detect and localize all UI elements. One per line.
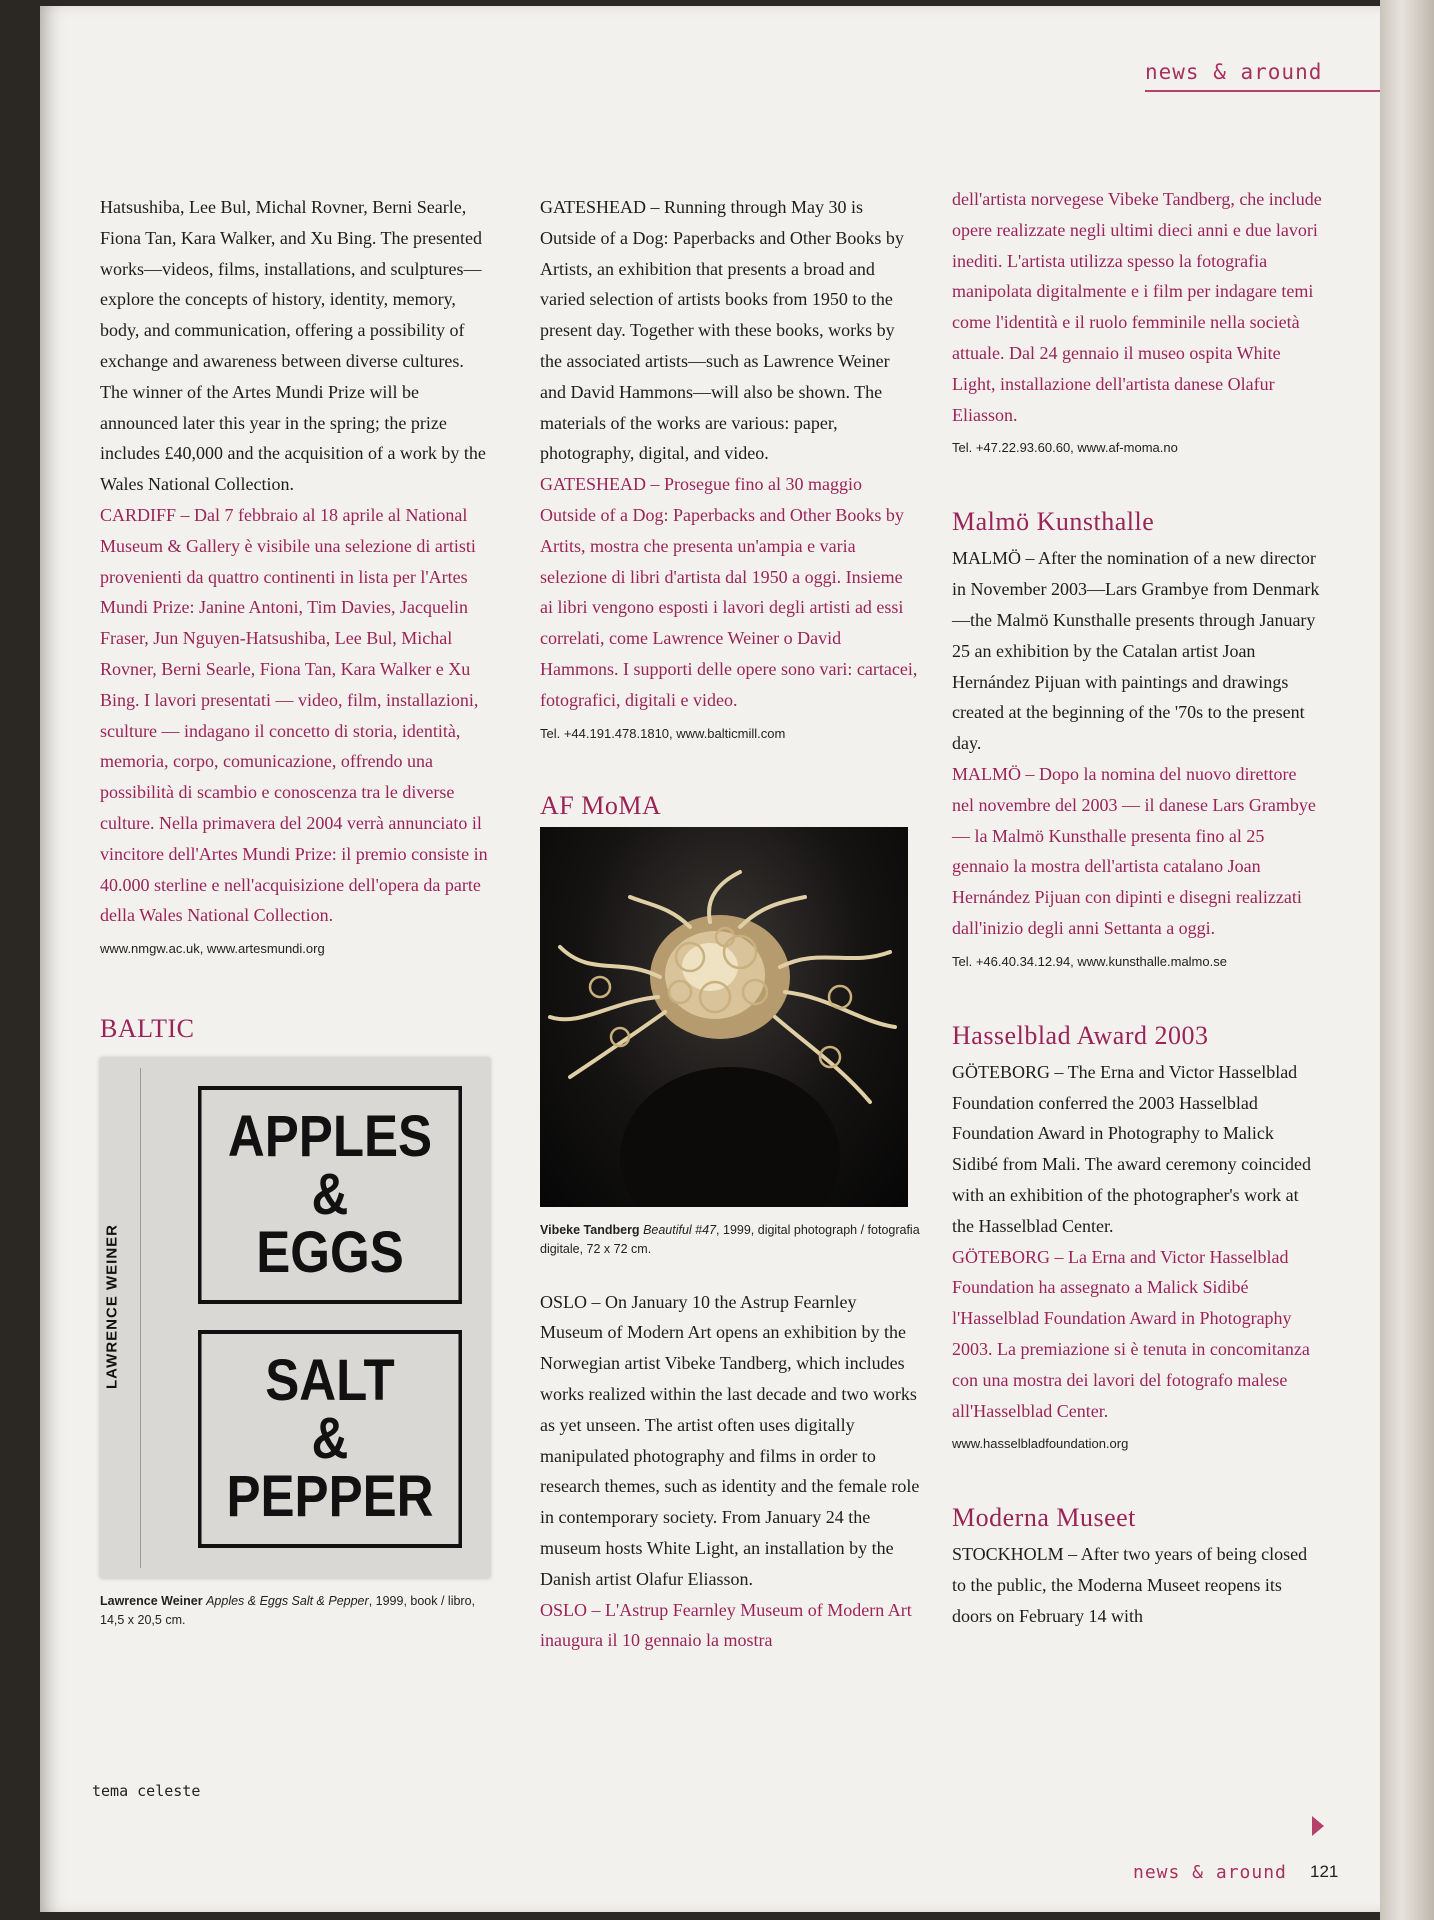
caption-title: Beautiful #47 (643, 1222, 717, 1237)
book-title-box-1 (198, 1086, 462, 1304)
caption-artist: Lawrence Weiner (100, 1594, 203, 1609)
hasselblad-web[interactable]: www.hasselbladfoundation.org (952, 1436, 1129, 1452)
caption-details: , 1999, book / libro, 14,5 x 20,5 cm. (100, 1594, 476, 1628)
column-2 (540, 192, 920, 1656)
book-caption (100, 1592, 490, 1630)
oslo-text-it-cont: dell'artista norvegese Vibeke Tandberg, che include opere realizzate negli ultimi dieci anni e due lavori inediti. L'artista utilizza spesso la fotografia manipolata digitalmente e i film per indagare temi come l'identità e il ruolo femminile nella società attuale. Dal 24 gennaio il museo ospita White Light, installazione dell'artista danese Olafur Eliasson. (952, 189, 1322, 425)
caption-details: , 1999, digital photograph / fotografia digitale, 72 x 72 cm. (540, 1222, 920, 1256)
gateshead-text-en: GATESHEAD – Running through May 30 is Outside of a Dog: Paperbacks and Other Books by Artists, an exhibition that presents a broad and varied selection of artists books from 1950 to the present day. Together with these books, works by the associated artists—such as Lawrence Weiner and David Hammons—will also be shown. The materials of the works are various: paper, photography, digital, and video. (540, 197, 904, 464)
continue-arrow-icon (1312, 1816, 1324, 1836)
book-title-line: SALT (265, 1348, 395, 1414)
column-1 (100, 192, 490, 1630)
baltic-heading: BALTIC (100, 1014, 195, 1044)
page-number: 121 (1310, 1862, 1339, 1881)
book-title-line: APPLES (227, 1104, 433, 1170)
book-title-line: PEPPER (226, 1464, 434, 1530)
caption-title: Apples & Eggs Salt & Pepper (206, 1594, 369, 1609)
malmo-text-en: MALMÖ – After the nomination of a new director in November 2003—Lars Grambye from Denmark—the Malmö Kunsthalle presents through January 25 an exhibition by the Catalan artist Joan Hernández Pijuan with paintings and drawings created at the beginning of the '70s to the present day. (952, 548, 1320, 754)
book-title-line: & (311, 1406, 349, 1472)
gateshead-text-it: GATESHEAD – Prosegue fino al 30 maggio Outside of a Dog: Paperbacks and Other Books by Artits, mostra che presenta un'ampia e varia selezione di libri d'artista dal 1950 a oggi. Insieme ai libri vengono esposti i lavori degli artisti ad essi correlati, come Lawrence Weiner o David Hammons. I supporti delle opere sono vari: cartacei, fotografici, digitali e video. (540, 474, 918, 710)
book-spine-text: LAWRENCE WEINER (103, 1224, 121, 1390)
artes-mundi-web[interactable]: www.nmgw.ac.uk, www.artesmundi.org (100, 941, 325, 957)
malmo-tel[interactable]: Tel. +46.40.34.12.94, www.kunsthalle.malmo.se (952, 953, 1227, 969)
book-cover-image (100, 1058, 490, 1578)
malmo-heading: Malmö Kunsthalle (952, 507, 1155, 537)
moderna-text-en: STOCKHOLM – After two years of being closed to the public, the Moderna Museet reopens its doors on February 14 with (952, 1544, 1308, 1626)
footer-section: news & around (1133, 1862, 1287, 1883)
malmo-text-it: MALMÖ – Dopo la nomina del nuovo direttore nel novembre del 2003 — il danese Lars Grambye — la Malmö Kunsthalle presenta fino al 25 gennaio la mostra dell'artista catalano Joan Hernández Pijuan con dipinti e disegni realizzati dall'inizio degli anni Settanta a oggi. (952, 763, 1316, 938)
magazine-name: tema celeste (92, 1782, 201, 1800)
artes-mundi-text-en: Hatsushiba, Lee Bul, Michal Rovner, Berni Searle, Fiona Tan, Kara Walker, and Xu Bing. The presented works—videos, films, installations, and sculptures—explore the concepts of history, identity, memory, body, and communication, offering a possibility of exchange and awareness between diverse cultures. The winner of the Artes Mundi Prize will be announced later this year in the spring; the prize includes £40,000 and the acquisition of a work by the Wales National Collection. (100, 197, 486, 495)
artes-mundi-text-it: CARDIFF – Dal 7 febbraio al 18 aprile al National Museum & Gallery è visibile una selezione di artisti provenienti da quattro continenti in lista per l'Artes Mundi Prize: Janine Antoni, Tim Davies, Jacquelin Fraser, Jun Nguyen-Hatsushiba, Lee Bul, Michal Rovner, Berni Searle, Fiona Tan, Kara Walker e Xu Bing. I lavori presentati — video, film, installazioni, sculture — indagano il concetto di storia, identità, memoria, corpo, comunicazione, offrendo una possibilità di scambio e conoscenza tra le diverse culture. Nella primavera del 2004 verrà annunciato il vincitore dell'Artes Mundi Prize: il premio consiste in 40.000 sterline e nell'acquisizione dell'opera da parte della Wales National Collection. (100, 504, 488, 926)
hasselblad-heading: Hasselblad Award 2003 (952, 1020, 1209, 1050)
section-header: news & around (1145, 60, 1323, 84)
next-page-edge (1380, 0, 1434, 1920)
moderna-heading: Moderna Museet (952, 1503, 1136, 1533)
blonde-hair-image (540, 827, 908, 1207)
hasselblad-text-en: GÖTEBORG – The Erna and Victor Hasselblad Foundation conferred the 2003 Hasselblad Foundation Award in Photography to Malick Sidibé from Mali. The award ceremony coincided with an exhibition of the photographer's work at the Hasselblad Center. (952, 1061, 1312, 1236)
afmoma-tel[interactable]: Tel. +47.22.93.60.60, www.af-moma.no (952, 440, 1178, 456)
oslo-text-it: OSLO – L'Astrup Fearnley Museum of Modern Art inaugura il 10 gennaio la mostra (540, 1599, 912, 1651)
book-title-line: & (311, 1162, 349, 1228)
book-title-box-2 (198, 1330, 462, 1548)
photo-caption (540, 1221, 920, 1259)
oslo-text-en: OSLO – On January 10 the Astrup Fearnley Museum of Modern Art opens an exhibition by the Norwegian artist Vibeke Tandberg, which includes works realized within the last decade and two works as yet unseen. The artist often uses digitally manipulated photography and films in order to research themes, such as identity and the female role in contemporary society. From January 24 the museum hosts White Light, an installation by the Danish artist Olafur Eliasson. (540, 1291, 920, 1589)
book-spine (103, 1068, 141, 1568)
hasselblad-text-it: GÖTEBORG – La Erna and Victor Hasselblad Foundation ha assegnato a Malick Sidibé l'Hasselblad Foundation Award in Photography 2003. La premiazione si è tenuta in concomitanza con una mostra dei lavori del fotografo malese all'Hasselblad Center. (952, 1246, 1310, 1421)
caption-artist: Vibeke Tandberg (540, 1222, 640, 1237)
baltic-tel: Tel. +44.191.478.1810, www.balticmill.com (540, 725, 786, 741)
header-rule (1145, 90, 1380, 92)
column-3 (952, 189, 1322, 1632)
afmoma-heading: AF MoMA (540, 790, 662, 820)
tandberg-photo (540, 827, 908, 1207)
book-title-line: EGGS (256, 1220, 404, 1286)
